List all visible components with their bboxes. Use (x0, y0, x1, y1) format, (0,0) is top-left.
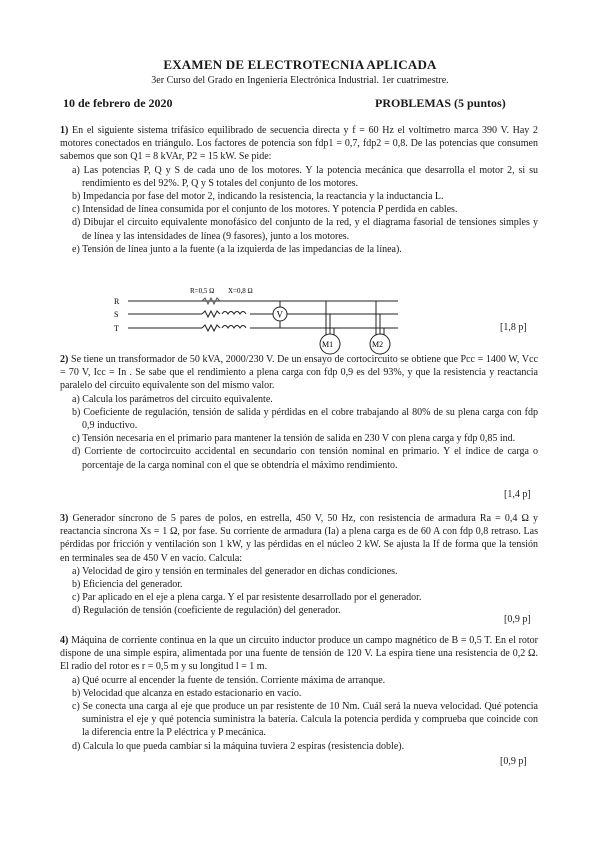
motor-2-label: M2 (372, 340, 384, 349)
problem-3-item-b: b) Eficiencia del generador. (72, 579, 183, 591)
problem-4-intro: 4) Máquina de corriente continua en la que un circuito inductor produce un campo magnético de B = 0,5 T. En el rotor dispone de una simple espira, alimentada por una fuente de tensión de 120 V. La espira tiene una resistencia de 0,2 Ω. El radio del rotor es r = 0,5 m y su longitud l = 1 m. (60, 635, 539, 673)
problem-3 (60, 512, 538, 618)
problem-4-item-d: d) Calcula lo que pueda cambiar si la máquina tuviera 2 espiras (resistencia doble). (72, 740, 405, 752)
problem-number: 1) (60, 125, 69, 136)
problem-3-intro: 3) Generador síncrono de 5 pares de polos, en estrella, 450 V, 50 Hz, con resistencia de armadura Ra = 0,4 Ω y reactancia síncrona Xs = 1 Ω, por fase. Su corriente de armadura (Ia) a plena carga es de 60 A con fdp 0,8 retraso. Las pérdidas por fricción y ventilación son 1 kW, y las pérdidas en el núcleo 2 kW. Se ajusta la If de forma que la tensión en terminales sea de 450 V en vacío. Calcula: (60, 513, 538, 564)
problem-3-item-d: d) Regulación de tensión (coeficiente de regulación) del generador. (72, 605, 341, 617)
voltmeter-label: V (276, 309, 283, 320)
problem-3-score: [0,9 p] (504, 614, 531, 625)
problem-2-item-a: a) Calcula los parámetros del circuito equivalente. (72, 393, 273, 405)
problem-4-item-b: b) Velocidad que alcanza en estado estacionario en vacío. (72, 687, 302, 699)
problem-2 (60, 353, 538, 472)
problem-3-item-c: c) Par aplicado en el eje a plena carga. Y el par resistente desarrollado por el generador. (72, 592, 422, 604)
problem-1-item-c: c) Intensidad de línea consumida por el conjunto de los motores. Y potencia P perdida en cables. (72, 204, 458, 216)
problem-1-item-a: a) Las potencias P, Q y S de cada uno de los motores. Y la potencia mecánica que desarrolla el motor 2, si su rendimiento es del 92%. P, Q y S totales del conjunto de los motores. (72, 164, 538, 189)
reactance-label: X=0,8 Ω (228, 287, 253, 295)
problem-1-item-d: d) Dibujar el circuito equivalente monofásico del conjunto de la red, y el diagrama fasorial de tensiones simples y de línea y las intensidades de línea (9 fasores), junto a los motores. (72, 217, 538, 242)
problem-4-item-a: a) Qué ocurre al encender la fuente de tensión. Corriente máxima de arranque. (72, 674, 386, 686)
problem-4-item-c: c) Se conecta una carga al eje que produce un par resistente de 10 Nm. Cuál será la nueva velocidad. Qué potencia suministra el eje y qué potencia suministra la batería. Calcula la potencia perdida y comprueba que coincide con la diferencia entre la P eléctrica y P mecánica. (72, 701, 538, 739)
resistance-label: R=0,5 Ω (190, 287, 215, 295)
circuit-diagram (110, 283, 420, 355)
problem-1-item-b: b) Impedancia por fase del motor 2, indicando la resistencia, la reactancia y la inductancia L. (72, 191, 444, 203)
problem-4-score: [0,9 p] (500, 756, 527, 767)
problem-1-item-e: e) Tensión de línea junto a la fuente (a la izquierda de las impedancias de la línea). (72, 243, 402, 255)
problem-4 (60, 634, 538, 753)
phase-t-label: T (114, 324, 119, 333)
section-heading: PROBLEMAS (5 puntos) (375, 96, 506, 110)
problem-3-item-a: a) Velocidad de giro y tensión en terminales del generador en dichas condiciones. (72, 565, 398, 577)
exam-title: EXAMEN DE ELECTROTECNIA APLICADA (163, 57, 437, 72)
problem-2-item-b: b) Coeficiente de regulación, tensión de salida y pérdidas en el cobre trabajando al 80% de su plena carga con fdp 0,9 inductivo. (72, 406, 538, 432)
problem-2-item-c: c) Tensión necesaria en el primario para mantener la tensión de salida en 230 V con plena carga y fdp 0,85 ind. (72, 433, 516, 445)
problem-1-intro: 1) En el siguiente sistema trifásico equilibrado de secuencia directa y f = 60 Hz el voltímetro marca 390 V. Hay 2 motores conectados en triángulo. Los factores de potencia son fdp1 = 0,7, fdp2 = 0,8. De las potencias que consumen sabemos que son Q1 = 8 kVAr, P2 = 15 kW. Se pide: (60, 125, 539, 163)
problem-1 (60, 124, 538, 256)
problem-2-item-d: d) Corriente de cortocircuito accidental en secundario con tensión nominal en primario. Y el índice de carga o porcentaje de la carga nominal con el que se obtendría el máximo rendimiento. (72, 446, 538, 471)
problem-1-score: [1,8 p] (500, 322, 527, 333)
problem-2-intro: 2) Se tiene un transformador de 50 kVA, 2000/230 V. De un ensayo de cortocircuito se obtiene que Pcc = 1400 W, Vcc = 70 V, Icc = In . Se sabe que el rendimiento a plena carga con fdp 0,9 es del 93%, y que la resistencia y reactancia paralelo del circuito equivalente son del mismo valor. (60, 354, 539, 392)
exam-date: 10 de febrero de 2020 (63, 96, 173, 110)
motor-1-label: M1 (322, 340, 334, 349)
phase-s-label: S (114, 310, 119, 319)
exam-subtitle: 3er Curso del Grado en Ingeniería Electrónica Industrial. 1er cuatrimestre. (151, 75, 449, 86)
problem-2-score: [1,4 p] (504, 489, 531, 500)
phase-r-label: R (114, 297, 120, 306)
